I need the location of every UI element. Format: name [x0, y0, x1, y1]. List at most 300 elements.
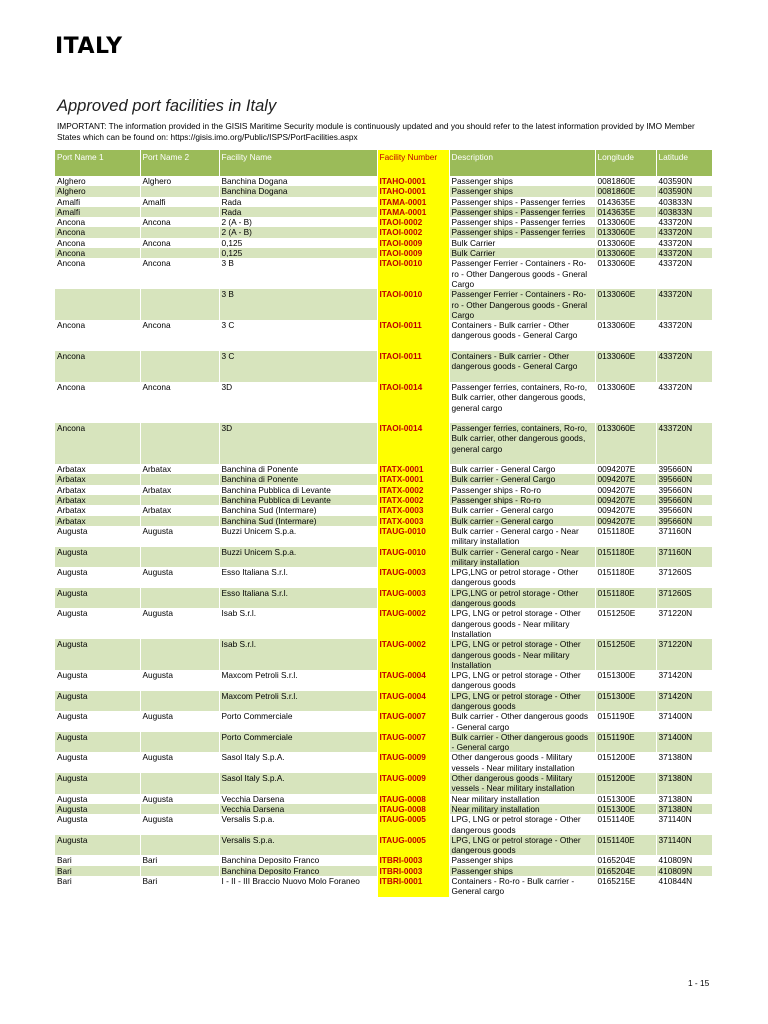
- latitude-cell: 433720N: [656, 382, 712, 423]
- facility-number-cell: ITAUG-0002: [377, 639, 449, 670]
- longitude-cell: 0133060E: [595, 351, 656, 382]
- port-name-1-cell: Ancona: [55, 238, 140, 248]
- longitude-cell: 0151180E: [595, 588, 656, 609]
- latitude-cell: 433720N: [656, 238, 712, 248]
- facility-number-cell: ITATX-0001: [377, 474, 449, 484]
- port-name-2-cell: Augusta: [140, 567, 219, 588]
- description-cell: Passenger ships - Passenger ferries: [449, 197, 595, 207]
- port-name-1-cell: Ancona: [55, 227, 140, 237]
- column-header-latitude: Latitude: [656, 150, 712, 176]
- port-name-2-cell: [140, 248, 219, 258]
- port-facilities-table: [55, 150, 713, 897]
- table-row: [55, 207, 712, 217]
- longitude-cell: 0081860E: [595, 186, 656, 196]
- table-row: [55, 526, 712, 547]
- facility-name-cell: Banchina Deposito Franco: [219, 866, 377, 876]
- facility-name-cell: Banchina Pubblica di Levante: [219, 495, 377, 505]
- port-name-1-cell: Arbatax: [55, 505, 140, 515]
- port-name-2-cell: Arbatax: [140, 464, 219, 474]
- latitude-cell: 395660N: [656, 464, 712, 474]
- longitude-cell: 0094207E: [595, 495, 656, 505]
- port-name-2-cell: [140, 474, 219, 484]
- latitude-cell: 410844N: [656, 876, 712, 897]
- facility-name-cell: Vecchia Darsena: [219, 794, 377, 804]
- longitude-cell: 0151300E: [595, 670, 656, 691]
- facility-name-cell: Rada: [219, 207, 377, 217]
- latitude-cell: 433720N: [656, 217, 712, 227]
- latitude-cell: 371400N: [656, 711, 712, 732]
- facility-number-cell: ITAOI-0010: [377, 289, 449, 320]
- port-name-2-cell: [140, 495, 219, 505]
- longitude-cell: 0151190E: [595, 711, 656, 732]
- facility-name-cell: 3D: [219, 423, 377, 464]
- port-name-2-cell: Augusta: [140, 608, 219, 639]
- latitude-cell: 371140N: [656, 835, 712, 856]
- description-cell: Passenger ships - Passenger ferries: [449, 207, 595, 217]
- facility-name-cell: Banchina di Ponente: [219, 474, 377, 484]
- facility-name-cell: Sasol Italy S.p.A.: [219, 773, 377, 794]
- table-row: [55, 794, 712, 804]
- description-cell: LPG, LNG or petrol storage - Other dangerous goods: [449, 691, 595, 712]
- facility-number-cell: ITAOI-0011: [377, 351, 449, 382]
- table-row: [55, 423, 712, 464]
- port-name-1-cell: Augusta: [55, 814, 140, 835]
- column-header-description: Description: [449, 150, 595, 176]
- table-row: [55, 814, 712, 835]
- section-title: Approved port facilities in Italy: [57, 97, 277, 115]
- description-cell: Passenger Ferrier - Containers - Ro-ro - Other Dangerous goods - Gneral Cargo: [449, 289, 595, 320]
- port-name-2-cell: [140, 227, 219, 237]
- facility-name-cell: Banchina Pubblica di Levante: [219, 485, 377, 495]
- table-row: [55, 670, 712, 691]
- port-name-2-cell: [140, 639, 219, 670]
- page-number: 1 - 15: [688, 978, 710, 988]
- port-name-1-cell: Arbatax: [55, 474, 140, 484]
- description-cell: LPG, LNG or petrol storage - Other dangerous goods - Near military Installation: [449, 608, 595, 639]
- description-cell: Passenger ships: [449, 186, 595, 196]
- description-cell: Containers - Bulk carrier - Other dangerous goods - General Cargo: [449, 351, 595, 382]
- facility-name-cell: Maxcom Petroli S.r.l.: [219, 670, 377, 691]
- port-name-1-cell: [55, 289, 140, 320]
- port-name-2-cell: Augusta: [140, 814, 219, 835]
- facility-name-cell: 2 (A - B): [219, 217, 377, 227]
- description-cell: Other dangerous goods - Military vessels - Near military installation: [449, 773, 595, 794]
- port-name-1-cell: Arbatax: [55, 464, 140, 474]
- table-row: [55, 855, 712, 865]
- longitude-cell: 0151200E: [595, 752, 656, 773]
- description-cell: Bulk Carrier: [449, 248, 595, 258]
- longitude-cell: 0151250E: [595, 639, 656, 670]
- table-row: [55, 197, 712, 207]
- port-name-1-cell: Augusta: [55, 670, 140, 691]
- latitude-cell: 433720N: [656, 248, 712, 258]
- port-name-1-cell: Augusta: [55, 608, 140, 639]
- facility-name-cell: 3 C: [219, 320, 377, 351]
- description-cell: Passenger ships: [449, 866, 595, 876]
- latitude-cell: 403590N: [656, 176, 712, 186]
- latitude-cell: 403833N: [656, 207, 712, 217]
- facility-number-cell: ITATX-0002: [377, 485, 449, 495]
- facility-name-cell: Banchina Dogana: [219, 186, 377, 196]
- port-name-1-cell: Augusta: [55, 773, 140, 794]
- port-name-1-cell: Augusta: [55, 732, 140, 753]
- table-row: [55, 547, 712, 568]
- longitude-cell: 0165215E: [595, 876, 656, 897]
- facility-number-cell: ITAOI-0002: [377, 217, 449, 227]
- table-body: [55, 176, 712, 897]
- longitude-cell: 0151190E: [595, 732, 656, 753]
- facility-name-cell: Vecchia Darsena: [219, 804, 377, 814]
- port-name-2-cell: Augusta: [140, 711, 219, 732]
- facility-number-cell: ITAMA-0001: [377, 207, 449, 217]
- port-name-1-cell: Augusta: [55, 639, 140, 670]
- description-cell: Passenger ships - Ro-ro: [449, 495, 595, 505]
- longitude-cell: 0133060E: [595, 423, 656, 464]
- facility-name-cell: Banchina Sud (Intermare): [219, 516, 377, 526]
- latitude-cell: 433720N: [656, 423, 712, 464]
- port-name-2-cell: [140, 186, 219, 196]
- description-cell: Bulk carrier - General Cargo: [449, 474, 595, 484]
- port-name-2-cell: Arbatax: [140, 505, 219, 515]
- longitude-cell: 0081860E: [595, 176, 656, 186]
- latitude-cell: 433720N: [656, 289, 712, 320]
- port-name-1-cell: Alghero: [55, 176, 140, 186]
- facility-number-cell: ITAMA-0001: [377, 197, 449, 207]
- facility-number-cell: ITATX-0001: [377, 464, 449, 474]
- port-name-2-cell: Bari: [140, 876, 219, 897]
- table-row: [55, 567, 712, 588]
- port-name-1-cell: Ancona: [55, 248, 140, 258]
- latitude-cell: 410809N: [656, 866, 712, 876]
- port-name-2-cell: Bari: [140, 855, 219, 865]
- facility-name-cell: 2 (A - B): [219, 227, 377, 237]
- longitude-cell: 0133060E: [595, 382, 656, 423]
- facility-number-cell: ITAUG-0009: [377, 773, 449, 794]
- port-name-2-cell: [140, 207, 219, 217]
- page-heading: ITALY: [55, 34, 123, 59]
- port-name-2-cell: Alghero: [140, 176, 219, 186]
- table-row: [55, 588, 712, 609]
- latitude-cell: 371380N: [656, 794, 712, 804]
- description-cell: LPG, LNG or petrol storage - Other dangerous goods: [449, 814, 595, 835]
- port-name-2-cell: [140, 289, 219, 320]
- facility-number-cell: ITAUG-0007: [377, 732, 449, 753]
- port-name-1-cell: Augusta: [55, 691, 140, 712]
- port-name-1-cell: Augusta: [55, 588, 140, 609]
- description-cell: Passenger ships: [449, 855, 595, 865]
- latitude-cell: 371160N: [656, 526, 712, 547]
- longitude-cell: 0094207E: [595, 464, 656, 474]
- facility-number-cell: ITAUG-0008: [377, 804, 449, 814]
- latitude-cell: 395660N: [656, 516, 712, 526]
- latitude-cell: 395660N: [656, 505, 712, 515]
- description-cell: LPG, LNG or petrol storage - Other dangerous goods: [449, 670, 595, 691]
- latitude-cell: 403833N: [656, 197, 712, 207]
- port-name-1-cell: Bari: [55, 855, 140, 865]
- facility-number-cell: ITAUG-0003: [377, 567, 449, 588]
- port-name-2-cell: [140, 588, 219, 609]
- facility-name-cell: Rada: [219, 197, 377, 207]
- longitude-cell: 0151140E: [595, 835, 656, 856]
- latitude-cell: 371140N: [656, 814, 712, 835]
- table-row: [55, 176, 712, 186]
- port-name-1-cell: Arbatax: [55, 516, 140, 526]
- latitude-cell: 371160N: [656, 547, 712, 568]
- port-name-1-cell: Augusta: [55, 835, 140, 856]
- facility-number-cell: ITAUG-0005: [377, 814, 449, 835]
- facility-name-cell: Banchina Dogana: [219, 176, 377, 186]
- facility-number-cell: ITAUG-0002: [377, 608, 449, 639]
- facility-name-cell: 3D: [219, 382, 377, 423]
- column-header-port-name-1: Port Name 1: [55, 150, 140, 176]
- description-cell: Bulk carrier - Other dangerous goods - General cargo: [449, 711, 595, 732]
- port-name-2-cell: Augusta: [140, 526, 219, 547]
- port-name-1-cell: Augusta: [55, 711, 140, 732]
- facility-name-cell: Versalis S.p.a.: [219, 835, 377, 856]
- column-header-facility-number: Facility Number: [377, 150, 449, 176]
- description-cell: Passenger ferries, containers, Ro-ro, Bulk carrier, other dangerous goods, general cargo: [449, 382, 595, 423]
- facility-name-cell: Banchina Sud (Intermare): [219, 505, 377, 515]
- facility-name-cell: Banchina Deposito Franco: [219, 855, 377, 865]
- facility-number-cell: ITAOI-0009: [377, 238, 449, 248]
- latitude-cell: 371220N: [656, 639, 712, 670]
- table-row: [55, 464, 712, 474]
- latitude-cell: 433720N: [656, 351, 712, 382]
- latitude-cell: 395660N: [656, 495, 712, 505]
- table-row: [55, 691, 712, 712]
- port-name-2-cell: Ancona: [140, 217, 219, 227]
- facility-number-cell: ITAUG-0009: [377, 752, 449, 773]
- port-name-1-cell: Augusta: [55, 804, 140, 814]
- facility-number-cell: ITAOI-0002: [377, 227, 449, 237]
- facility-name-cell: Porto Commerciale: [219, 711, 377, 732]
- longitude-cell: 0165204E: [595, 855, 656, 865]
- port-name-1-cell: Amalfi: [55, 197, 140, 207]
- table-row: [55, 804, 712, 814]
- longitude-cell: 0143635E: [595, 197, 656, 207]
- port-name-1-cell: Augusta: [55, 752, 140, 773]
- facility-number-cell: ITATX-0003: [377, 505, 449, 515]
- latitude-cell: 410809N: [656, 855, 712, 865]
- port-name-1-cell: Amalfi: [55, 207, 140, 217]
- facility-number-cell: ITAUG-0008: [377, 794, 449, 804]
- latitude-cell: 371260S: [656, 588, 712, 609]
- port-name-1-cell: Bari: [55, 876, 140, 897]
- description-cell: LPG, LNG or petrol storage - Other dangerous goods - Near military Installation: [449, 639, 595, 670]
- table-row: [55, 516, 712, 526]
- longitude-cell: 0133060E: [595, 289, 656, 320]
- port-name-2-cell: Arbatax: [140, 485, 219, 495]
- port-name-1-cell: Ancona: [55, 351, 140, 382]
- longitude-cell: 0143635E: [595, 207, 656, 217]
- port-name-1-cell: Ancona: [55, 258, 140, 289]
- facility-number-cell: ITAOI-0011: [377, 320, 449, 351]
- facility-number-cell: ITAHO-0001: [377, 176, 449, 186]
- facility-name-cell: Isab S.r.l.: [219, 639, 377, 670]
- port-name-2-cell: Amalfi: [140, 197, 219, 207]
- description-cell: Bulk carrier - Other dangerous goods - General cargo: [449, 732, 595, 753]
- longitude-cell: 0133060E: [595, 320, 656, 351]
- column-header-facility-name: Facility Name: [219, 150, 377, 176]
- facility-name-cell: 3 C: [219, 351, 377, 382]
- table-row: [55, 238, 712, 248]
- latitude-cell: 403590N: [656, 186, 712, 196]
- facility-number-cell: ITBRI-0003: [377, 855, 449, 865]
- latitude-cell: 395660N: [656, 474, 712, 484]
- facility-name-cell: I - II - III Braccio Nuovo Molo Foraneo: [219, 876, 377, 897]
- description-cell: Bulk carrier - General cargo - Near military installation: [449, 547, 595, 568]
- longitude-cell: 0094207E: [595, 516, 656, 526]
- latitude-cell: 371380N: [656, 773, 712, 794]
- port-name-2-cell: Augusta: [140, 670, 219, 691]
- latitude-cell: 371400N: [656, 732, 712, 753]
- facility-number-cell: ITAUG-0007: [377, 711, 449, 732]
- port-name-2-cell: [140, 866, 219, 876]
- facility-name-cell: Buzzi Unicem S.p.a.: [219, 526, 377, 547]
- table-row: [55, 227, 712, 237]
- latitude-cell: 371380N: [656, 804, 712, 814]
- facility-number-cell: ITAOI-0010: [377, 258, 449, 289]
- description-cell: Other dangerous goods - Military vessels - Near military installation: [449, 752, 595, 773]
- longitude-cell: 0151200E: [595, 773, 656, 794]
- facility-number-cell: ITAUG-0003: [377, 588, 449, 609]
- table-row: [55, 248, 712, 258]
- facility-number-cell: ITAUG-0005: [377, 835, 449, 856]
- latitude-cell: 371420N: [656, 670, 712, 691]
- longitude-cell: 0151180E: [595, 567, 656, 588]
- table-row: [55, 608, 712, 639]
- table-row: [55, 382, 712, 423]
- facility-name-cell: Maxcom Petroli S.r.l.: [219, 691, 377, 712]
- longitude-cell: 0151180E: [595, 526, 656, 547]
- description-cell: Containers - Bulk carrier - Other dangerous goods - General Cargo: [449, 320, 595, 351]
- description-cell: LPG,LNG or petrol storage - Other dangerous goods: [449, 567, 595, 588]
- description-cell: Near military installation: [449, 794, 595, 804]
- longitude-cell: 0133060E: [595, 217, 656, 227]
- facility-name-cell: Esso Italiana S.r.l.: [219, 567, 377, 588]
- latitude-cell: 371220N: [656, 608, 712, 639]
- port-name-2-cell: Augusta: [140, 752, 219, 773]
- table-row: [55, 835, 712, 856]
- table-row: [55, 711, 712, 732]
- description-cell: Bulk carrier - General Cargo: [449, 464, 595, 474]
- facility-number-cell: ITBRI-0001: [377, 876, 449, 897]
- facility-number-cell: ITAUG-0010: [377, 526, 449, 547]
- table-row: [55, 258, 712, 289]
- description-cell: Passenger Ferrier - Containers - Ro-ro - Other Dangerous goods - Gneral Cargo: [449, 258, 595, 289]
- longitude-cell: 0133060E: [595, 248, 656, 258]
- latitude-cell: 433720N: [656, 258, 712, 289]
- port-name-1-cell: Augusta: [55, 794, 140, 804]
- latitude-cell: 433720N: [656, 320, 712, 351]
- description-cell: Passenger ships: [449, 176, 595, 186]
- port-name-2-cell: [140, 547, 219, 568]
- facility-number-cell: ITAOI-0014: [377, 423, 449, 464]
- table-row: [55, 217, 712, 227]
- port-name-2-cell: Ancona: [140, 320, 219, 351]
- facility-name-cell: 0,125: [219, 248, 377, 258]
- port-name-2-cell: [140, 351, 219, 382]
- port-name-2-cell: [140, 804, 219, 814]
- longitude-cell: 0151140E: [595, 814, 656, 835]
- port-name-1-cell: Alghero: [55, 186, 140, 196]
- facility-number-cell: ITAUG-0010: [377, 547, 449, 568]
- longitude-cell: 0151300E: [595, 691, 656, 712]
- table-row: [55, 289, 712, 320]
- facility-name-cell: Buzzi Unicem S.p.a.: [219, 547, 377, 568]
- important-notice: IMPORTANT: The information provided in the GISIS Maritime Security module is continuously updated and you should refer to the latest information provided by IMO Member States which can be found on: https://gisis.imo.org/Public/ISPS/PortFacilities.aspx: [57, 121, 695, 142]
- port-name-2-cell: [140, 835, 219, 856]
- facility-number-cell: ITAOI-0009: [377, 248, 449, 258]
- port-name-1-cell: Augusta: [55, 526, 140, 547]
- facility-number-cell: ITAUG-0004: [377, 691, 449, 712]
- description-cell: LPG, LNG or petrol storage - Other dangerous goods: [449, 835, 595, 856]
- port-name-2-cell: [140, 516, 219, 526]
- longitude-cell: 0133060E: [595, 238, 656, 248]
- port-name-1-cell: Augusta: [55, 547, 140, 568]
- facility-number-cell: ITATX-0002: [377, 495, 449, 505]
- facility-number-cell: ITAHO-0001: [377, 186, 449, 196]
- latitude-cell: 371260S: [656, 567, 712, 588]
- port-name-1-cell: Ancona: [55, 382, 140, 423]
- description-cell: Containers - Ro-ro - Bulk carrier - General cargo: [449, 876, 595, 897]
- description-cell: LPG,LNG or petrol storage - Other dangerous goods: [449, 588, 595, 609]
- table-row: [55, 485, 712, 495]
- facility-name-cell: Sasol Italy S.p.A.: [219, 752, 377, 773]
- table-row: [55, 320, 712, 351]
- port-name-2-cell: [140, 691, 219, 712]
- longitude-cell: 0151300E: [595, 794, 656, 804]
- description-cell: Bulk carrier - General cargo - Near military installation: [449, 526, 595, 547]
- port-name-2-cell: Ancona: [140, 258, 219, 289]
- table-header-row: [55, 150, 712, 176]
- description-cell: Bulk Carrier: [449, 238, 595, 248]
- table-row: [55, 876, 712, 897]
- port-name-2-cell: [140, 732, 219, 753]
- facility-name-cell: Versalis S.p.a.: [219, 814, 377, 835]
- table-row: [55, 773, 712, 794]
- port-facilities-table-container: [55, 150, 712, 897]
- description-cell: Passenger ships - Passenger ferries: [449, 217, 595, 227]
- table-row: [55, 752, 712, 773]
- longitude-cell: 0094207E: [595, 474, 656, 484]
- table-row: [55, 639, 712, 670]
- port-name-1-cell: Arbatax: [55, 485, 140, 495]
- port-name-2-cell: [140, 773, 219, 794]
- table-row: [55, 866, 712, 876]
- description-cell: Bulk carrier - General cargo: [449, 505, 595, 515]
- table-row: [55, 732, 712, 753]
- port-name-1-cell: Ancona: [55, 217, 140, 227]
- description-cell: Passenger ships - Passenger ferries: [449, 227, 595, 237]
- description-cell: Bulk carrier - General cargo: [449, 516, 595, 526]
- longitude-cell: 0151250E: [595, 608, 656, 639]
- facility-name-cell: Porto Commerciale: [219, 732, 377, 753]
- latitude-cell: 371420N: [656, 691, 712, 712]
- port-name-1-cell: Ancona: [55, 320, 140, 351]
- longitude-cell: 0094207E: [595, 505, 656, 515]
- description-cell: Passenger ferries, containers, Ro-ro, Bulk carrier, other dangerous goods, general cargo: [449, 423, 595, 464]
- facility-number-cell: ITATX-0003: [377, 516, 449, 526]
- latitude-cell: 433720N: [656, 227, 712, 237]
- table-row: [55, 186, 712, 196]
- facility-number-cell: ITAOI-0014: [377, 382, 449, 423]
- longitude-cell: 0151180E: [595, 547, 656, 568]
- longitude-cell: 0151300E: [595, 804, 656, 814]
- port-name-1-cell: Augusta: [55, 567, 140, 588]
- column-header-port-name-2: Port Name 2: [140, 150, 219, 176]
- port-name-2-cell: Ancona: [140, 382, 219, 423]
